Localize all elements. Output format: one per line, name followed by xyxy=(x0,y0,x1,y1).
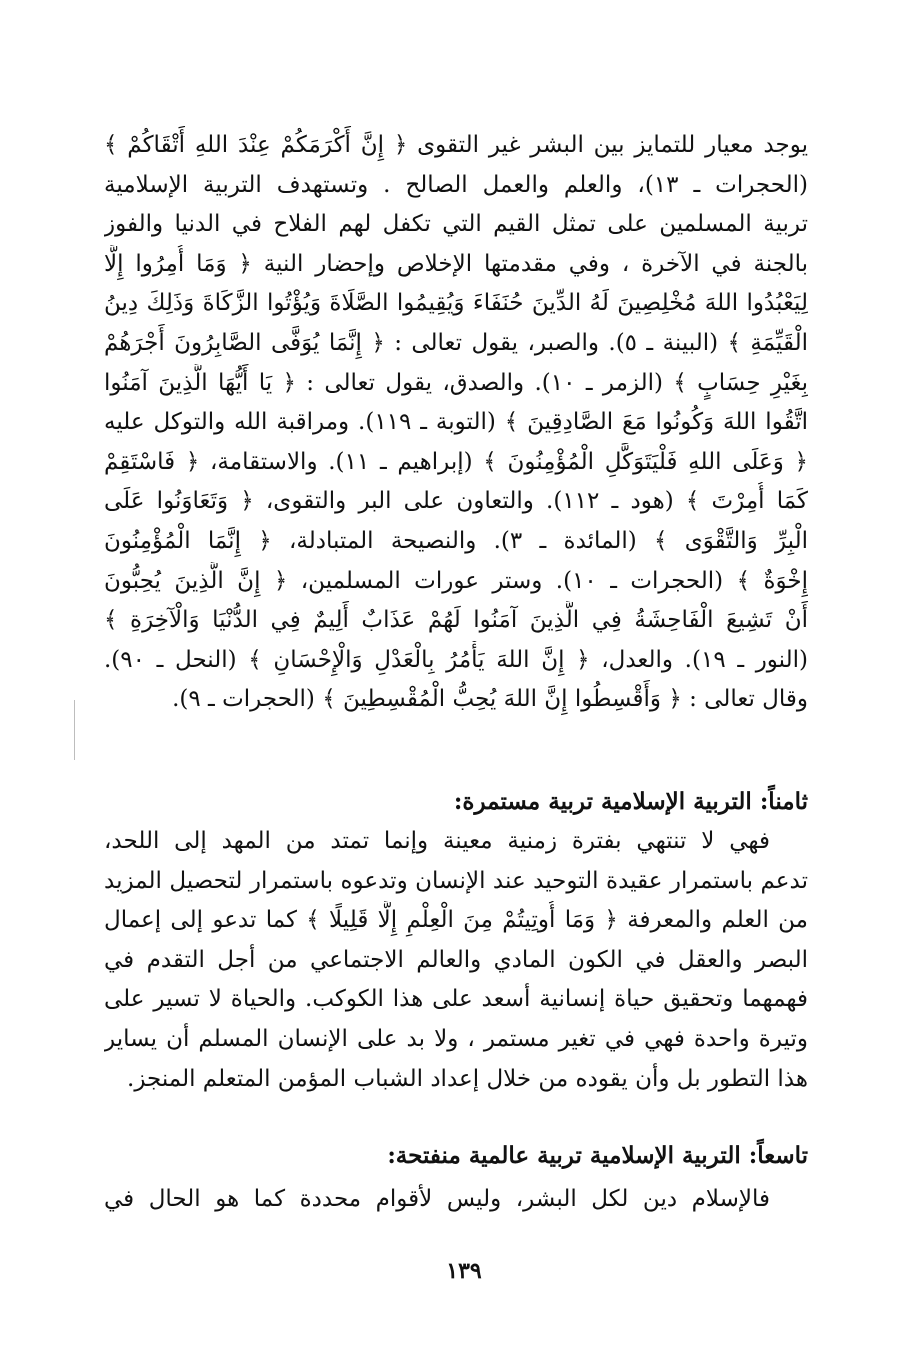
text-line: (النور ـ ١٩). والعدل، ﴿ إِنَّ اللهَ يَأْمُرُ بِالْعَدْلِ وَالْإِحْسَانِ ﴾ (النحل ـ ٩٠). xyxy=(104,646,808,673)
text-line: هذا التطور بل وأن يقوده من خلال إعداد الشباب المؤمن المتعلم المنجز. xyxy=(127,1065,808,1092)
text-line: من العلم والمعرفة ﴿ وَمَا أُوتِيتُمْ مِنَ الْعِلْمِ إِلَّا قَلِيلًا ﴾ كما تدعو إلى إعمال xyxy=(104,907,808,934)
text-line: إِخْوَةٌ ﴾ (الحجرات ـ ١٠). وستر عورات المسلمين، ﴿ إِنَّ الَّذِينَ يُحِبُّونَ xyxy=(104,567,808,594)
text-line: أَنْ تَشِيعَ الْفَاحِشَةُ فِي الَّذِينَ آمَنُوا لَهُمْ عَذَابٌ أَلِيمٌ فِي الدُّنْيَا وَالْآخِرَةِ ﴾ xyxy=(104,607,808,634)
text-line: اتَّقُوا اللهَ وَكُونُوا مَعَ الصَّادِقِينَ ﴾ (التوبة ـ ١١٩). ومراقبة الله والتوكل عليه xyxy=(104,409,808,436)
text-line: وقال تعالى : ﴿ وَأَقْسِطُوا إِنَّ اللهَ يُحِبُّ الْمُقْسِطِينَ ﴾ (الحجرات ـ ٩). xyxy=(172,686,808,713)
text-line: فهمهما وتحقيق حياة إنسانية أسعد على هذا الكوكب. والحياة لا تسير على xyxy=(104,986,808,1013)
text-line: الْقَيِّمَةِ ﴾ (البينة ـ ٥). والصبر، يقول تعالى : ﴿ إِنَّمَا يُوَفَّى الصَّابِرُونَ أَجْرَهُمْ xyxy=(104,329,808,356)
text-line: وتيرة واحدة فهي في تغير مستمر ، ولا بد على الإنسان المسلم أن يساير xyxy=(104,1025,808,1052)
text-line: ﴿ وَعَلَى اللهِ فَلْيَتَوَكَّلِ الْمُؤْمِنُونَ ﴾ (إبراهيم ـ ١١). والاستقامة، ﴿ فَاسْتَقِمْ xyxy=(104,448,808,475)
margin-rule xyxy=(74,700,75,760)
text-line: فالإسلام دين لكل البشر، وليس لأقوام محددة كما هو الحال في xyxy=(104,1186,770,1212)
text-line: بِغَيْرِ حِسَابٍ ﴾ (الزمر ـ ١٠). والصدق، يقول تعالى : ﴿ يَا أَيُّهَا الَّذِينَ آمَنُوا xyxy=(104,369,808,396)
section-heading-eighth: ثامناً: التربية الإسلامية تربية مستمرة: xyxy=(453,788,808,815)
text-line: فهي لا تنتهي بفترة زمنية معينة وإنما تمتد من المهد إلى اللحد، xyxy=(104,828,770,854)
text-line: لِيَعْبُدُوا اللهَ مُخْلِصِينَ لَهُ الدِّينَ حُنَفَاءَ وَيُقِيمُوا الصَّلَاةَ وَيُؤْتُوا الزَّكَاةَ وَذَلِكَ دِينُ xyxy=(104,290,808,317)
paragraph-values-list xyxy=(104,126,808,720)
paragraph-universal-education xyxy=(104,1180,808,1220)
text-line: بالجنة في الآخرة ، وفي مقدمتها الإخلاص وإحضار النية ﴿ وَمَا أُمِرُوا إِلَّا xyxy=(104,250,808,277)
section-heading-ninth: تاسعاً: التربية الإسلامية تربية عالمية منفتحة: xyxy=(387,1142,808,1169)
text-line: تربية المسلمين على تمثل القيم التي تكفل لهم الفلاح في الدنيا والفوز xyxy=(104,211,808,238)
text-line: كَمَا أُمِرْتَ ﴾ (هود ـ ١١٢). والتعاون على البر والتقوى، ﴿ وَتَعَاوَنُوا عَلَى xyxy=(104,488,808,515)
text-line: يوجد معيار للتمايز بين البشر غير التقوى ﴿ إِنَّ أَكْرَمَكُمْ عِنْدَ اللهِ أَتْقَاكُمْ ﴾ xyxy=(104,132,808,158)
text-line: البصر والعقل في الكون المادي والعالم الاجتماعي من أجل التقدم في xyxy=(104,946,808,973)
paragraph-continuous-education xyxy=(104,822,808,1099)
page-number: ١٣٩ xyxy=(446,1258,482,1284)
text-line: الْبِرِّ وَالتَّقْوَى ﴾ (المائدة ـ ٣). والنصيحة المتبادلة، ﴿ إِنَّمَا الْمُؤْمِنُونَ xyxy=(104,527,808,554)
text-line: تدعم باستمرار عقيدة التوحيد عند الإنسان وتدعوه باستمرار لتحصيل المزيد xyxy=(104,867,808,894)
text-line: (الحجرات ـ ١٣)، والعلم والعمل الصالح . وتستهدف التربية الإسلامية xyxy=(104,171,808,198)
